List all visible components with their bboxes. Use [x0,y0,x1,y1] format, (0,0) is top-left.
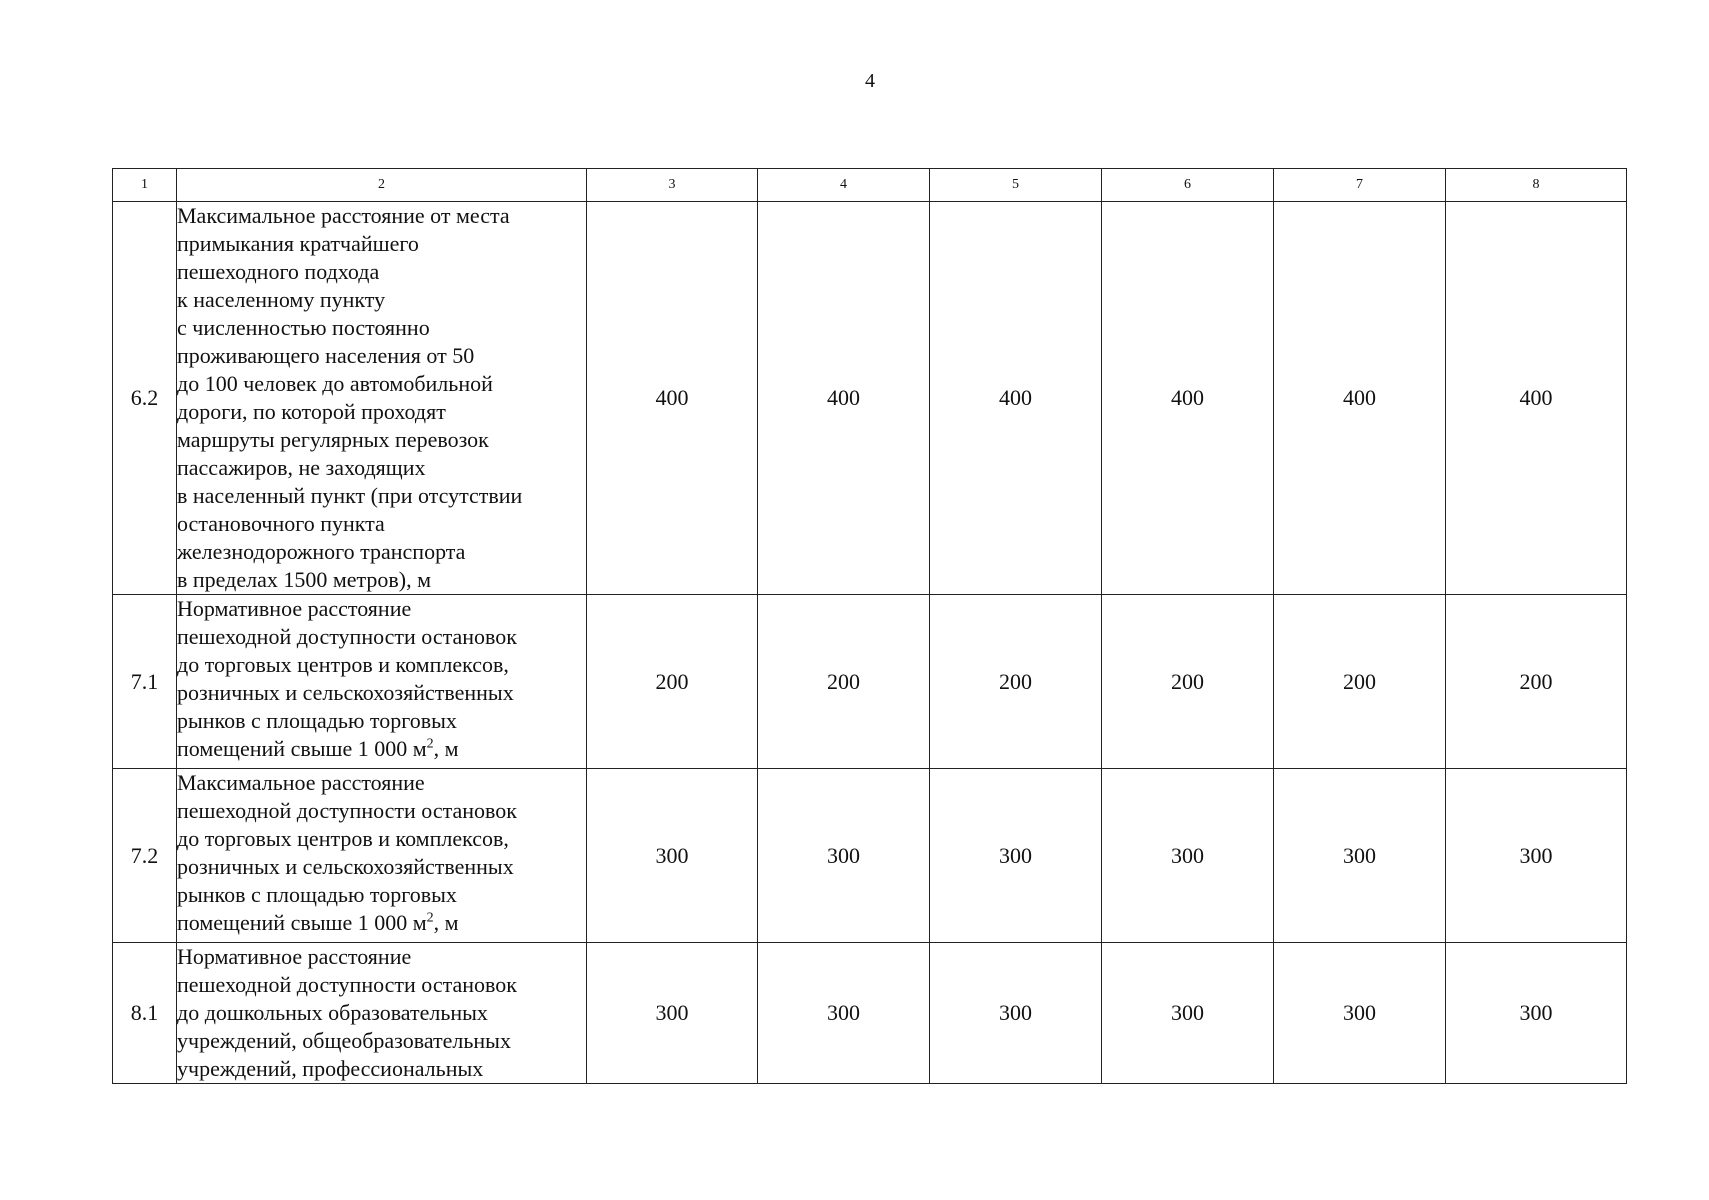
value-cell: 300 [1274,769,1446,943]
value-cell: 300 [930,943,1102,1084]
header-cell-1: 1 [113,169,177,202]
description-line: маршруты регулярных перевозок [177,427,489,452]
description-line: пешеходного подхода [177,259,380,284]
row-number: 7.1 [113,595,177,769]
value-cell: 200 [1446,595,1627,769]
description-line: до 100 человек до автомобильной [177,371,493,396]
header-cell-7: 7 [1274,169,1446,202]
value-cell: 300 [758,769,930,943]
value-cell: 300 [1274,943,1446,1084]
description-text: , м [433,910,459,935]
value-cell: 300 [1446,769,1627,943]
description-line: к населенному пункту [177,287,386,312]
value-cell: 300 [587,769,758,943]
value-cell: 400 [587,202,758,595]
description-line: учреждений, общеобразовательных [177,1028,511,1053]
value-cell: 400 [758,202,930,595]
row-number: 8.1 [113,943,177,1084]
value-cell: 200 [587,595,758,769]
description-line: розничных и сельскохозяйственных [177,854,514,879]
description-line: проживающего населения от 50 [177,343,475,368]
description-line: остановочного пункта [177,511,385,536]
value-cell: 200 [1274,595,1446,769]
row-number: 6.2 [113,202,177,595]
value-cell: 400 [1102,202,1274,595]
superscript: 2 [426,736,434,752]
value-cell: 200 [1102,595,1274,769]
value-cell: 300 [1102,943,1274,1084]
value-cell: 300 [758,943,930,1084]
description-text: помещений свыше 1 000 м [177,736,427,761]
table-row [113,943,1627,1084]
description-line: до торговых центров и комплексов, [177,652,509,677]
description-line: до торговых центров и комплексов, [177,826,509,851]
page-number: 4 [865,70,875,92]
header-row [113,169,1627,202]
value-cell: 400 [1446,202,1627,595]
header-cell-8: 8 [1446,169,1627,202]
table-row [113,202,1627,595]
row-description [177,595,587,769]
description-line: пешеходной доступности остановок [177,798,517,823]
description-line: пассажиров, не заходящих [177,455,426,480]
header-cell-3: 3 [587,169,758,202]
description-line: Нормативное расстояние [177,596,412,621]
description-line-last [177,735,586,763]
superscript: 2 [426,910,434,926]
value-cell: 400 [1274,202,1446,595]
description-line: с численностью постоянно [177,315,430,340]
header-cell-5: 5 [930,169,1102,202]
table-row [113,769,1627,943]
table-row [113,595,1627,769]
row-description [177,769,587,943]
header-cell-2: 2 [177,169,587,202]
description-line: пешеходной доступности остановок [177,624,517,649]
row-description [177,202,587,595]
value-cell: 200 [758,595,930,769]
description-line: учреждений, профессиональных [177,1056,484,1081]
value-cell: 300 [930,769,1102,943]
description-line: Нормативное расстояние [177,944,412,969]
description-line-last [177,909,586,937]
description-text: , м [433,736,459,761]
description-line: в пределах 1500 метров), м [177,567,432,592]
value-cell: 300 [1102,769,1274,943]
row-number: 7.2 [113,769,177,943]
description-text: помещений свыше 1 000 м [177,910,427,935]
description-line: Максимальное расстояние от места [177,203,510,228]
value-cell: 300 [587,943,758,1084]
description-line: железнодорожного транспорта [177,539,466,564]
description-line: розничных и сельскохозяйственных [177,680,514,705]
description-line: дороги, по которой проходят [177,399,446,424]
header-cell-6: 6 [1102,169,1274,202]
value-cell: 200 [930,595,1102,769]
header-cell-4: 4 [758,169,930,202]
description-line: рынков с площадью торговых [177,882,457,907]
row-description [177,943,587,1084]
description-line: до дошкольных образовательных [177,1000,488,1025]
description-line: рынков с площадью торговых [177,708,457,733]
description-line: примыкания кратчайшего [177,231,419,256]
value-cell: 300 [1446,943,1627,1084]
description-line: в населенный пункт (при отсутствии [177,483,523,508]
description-line: Максимальное расстояние [177,770,425,795]
description-line: пешеходной доступности остановок [177,972,517,997]
standards-table [112,168,1627,1084]
value-cell: 400 [930,202,1102,595]
